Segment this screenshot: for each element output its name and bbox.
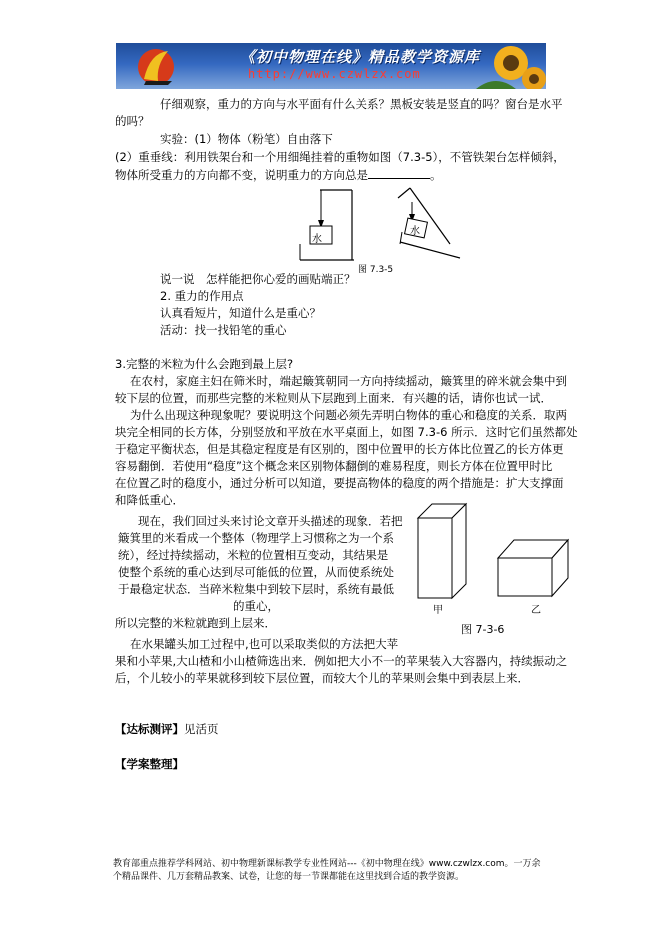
banner-url: http://www.czwlzx.com <box>248 67 421 81</box>
figure-1-weight-left: 水 <box>312 234 322 245</box>
read-line: 认真看短片，知道什么是重心？ <box>160 306 321 320</box>
q3-p2-line2: 块完全相同的长方体，分别竖放和平放在水平桌面上，如图 7.3-6 所示．这时它们虽然都处 <box>115 425 578 439</box>
experiment-2-end: 。 <box>430 168 442 182</box>
activity-line: 活动：找一找铅笔的重心 <box>160 323 287 337</box>
q3-p4-line1: 在水果罐头加工过程中,也可以采取类似的方法把大苹 <box>130 637 399 651</box>
assessment-bracket-close: 】 <box>172 722 184 736</box>
q3-p3-line7: 所以完整的米粒就跑到上层来． <box>115 616 276 630</box>
figure-blocks <box>410 500 570 605</box>
assessment-heading: 达标测评 <box>126 722 173 736</box>
footer-line1: 教育部重点推荐学科网站、初中物理新课标教学专业性网站---《初中物理在线》www.czwlzx.com。一万余 <box>113 859 541 869</box>
logo-icon <box>138 49 174 85</box>
figure-plumb-line <box>290 182 480 274</box>
figure-1-weight-right: 水 <box>410 226 420 237</box>
q3-p3-line2: 簸箕里的米看成一个整体（物理学上习惯称之为一个系 <box>118 531 394 545</box>
figure-2-caption: 图 7-3-6 <box>461 623 505 636</box>
experiment-2-line2 <box>115 167 442 183</box>
figure-2-label-a: 甲 <box>433 605 443 616</box>
p1-line2: 的吗？ <box>115 114 150 128</box>
experiment-1: 实验：(1）物体（粉笔）自由落下 <box>160 132 333 146</box>
assessment-text: 见活页 <box>184 722 219 736</box>
tall-block <box>418 504 466 598</box>
q3-p2-line6: 和降低重心． <box>115 493 184 507</box>
q3-p3-line1: 现在，我们回过头来讨论文章开头描述的现象．若把 <box>138 514 403 528</box>
say-line: 说一说 怎样能把你心爱的画贴端正？ <box>160 272 356 286</box>
q3-p4-line2: 果和小苹果,大山楂和小山楂筛选出来．例如把大小不一的苹果装入大容器内，持续振动之 <box>115 654 568 668</box>
experiment-2-line1: (2）重垂线：利用铁架台和一个用细绳挂着的重物如图（7.3-5），不管铁架台怎样倾斜， <box>115 150 565 164</box>
q3-p3-line4: 使整个系统的重心达到尽可能低的位置，从而使系统处 <box>118 565 394 579</box>
q3-p2-line5: 在位置乙时的稳度小，通过分析可以知道，要提高物体的稳度的两个措施是：扩大支撑面 <box>115 476 564 490</box>
sunflower-icon <box>476 46 546 89</box>
footer-line2: 个精品课件、几万套精品教案、试卷，让您的每一节课都能在这里找到合适的教学资源。 <box>113 872 465 882</box>
q3-p3-line3: 统），经过持续摇动，米粒的位置相互变动，其结果是 <box>118 548 389 562</box>
q3-p2-line3: 于稳定平衡状态，但是其稳定程度是有区别的，图中位置甲的长方体比位置乙的长方体更 <box>115 442 564 456</box>
assessment-line <box>115 722 219 737</box>
summary-heading: 【学案整理】 <box>115 757 184 771</box>
flat-block <box>498 540 568 596</box>
section-2-heading: 2. 重力的作用点 <box>160 289 244 303</box>
figure-2-label-b: 乙 <box>531 605 541 616</box>
section-3-heading: 3.完整的米粒为什么会跑到最上层? <box>115 357 294 371</box>
banner-title: 《初中物理在线》精品教学资源库 <box>240 48 481 66</box>
answer-blank <box>368 167 430 179</box>
q3-p3-line5: 于最稳定状态．当碎米粒集中到较下层时，系统有最低 <box>118 582 394 596</box>
figure-1-caption: 图 7.3-5 <box>358 265 394 275</box>
experiment-2-text: 物体所受重力的方向都不变，说明重力的方向总是 <box>115 168 368 182</box>
q3-p1-line1: 在农村，家庭主妇在筛米时，端起簸箕朝同一方向持续摇动，簸箕里的碎米就会集中到 <box>130 374 567 388</box>
q3-p1-line2: 较下层的位置，而那些完整的米粒则从下层跑到上面来．有兴趣的话，请你也试一试． <box>115 391 552 405</box>
p1-line1: 仔细观察，重力的方向与水平面有什么关系？黑板安装是竖直的吗？窗台是水平 <box>160 97 563 111</box>
q3-p3-line6: 的重心， <box>233 599 279 613</box>
q3-p2-line4: 容易翻倒．若使用“稳度”这个概念来区别物体翻倒的难易程度，则长方体在位置甲时比 <box>115 459 553 473</box>
q3-p4-line3: 后，个儿较小的苹果就移到较下层位置，而较大个儿的苹果则会集中到表层上来． <box>115 671 529 685</box>
q3-p2-line1: 为什么出现这种现象呢？要说明这个问题必须先弄明白物体的重心和稳度的关系．取两 <box>130 408 567 422</box>
assessment-bracket-open: 【 <box>115 722 127 736</box>
